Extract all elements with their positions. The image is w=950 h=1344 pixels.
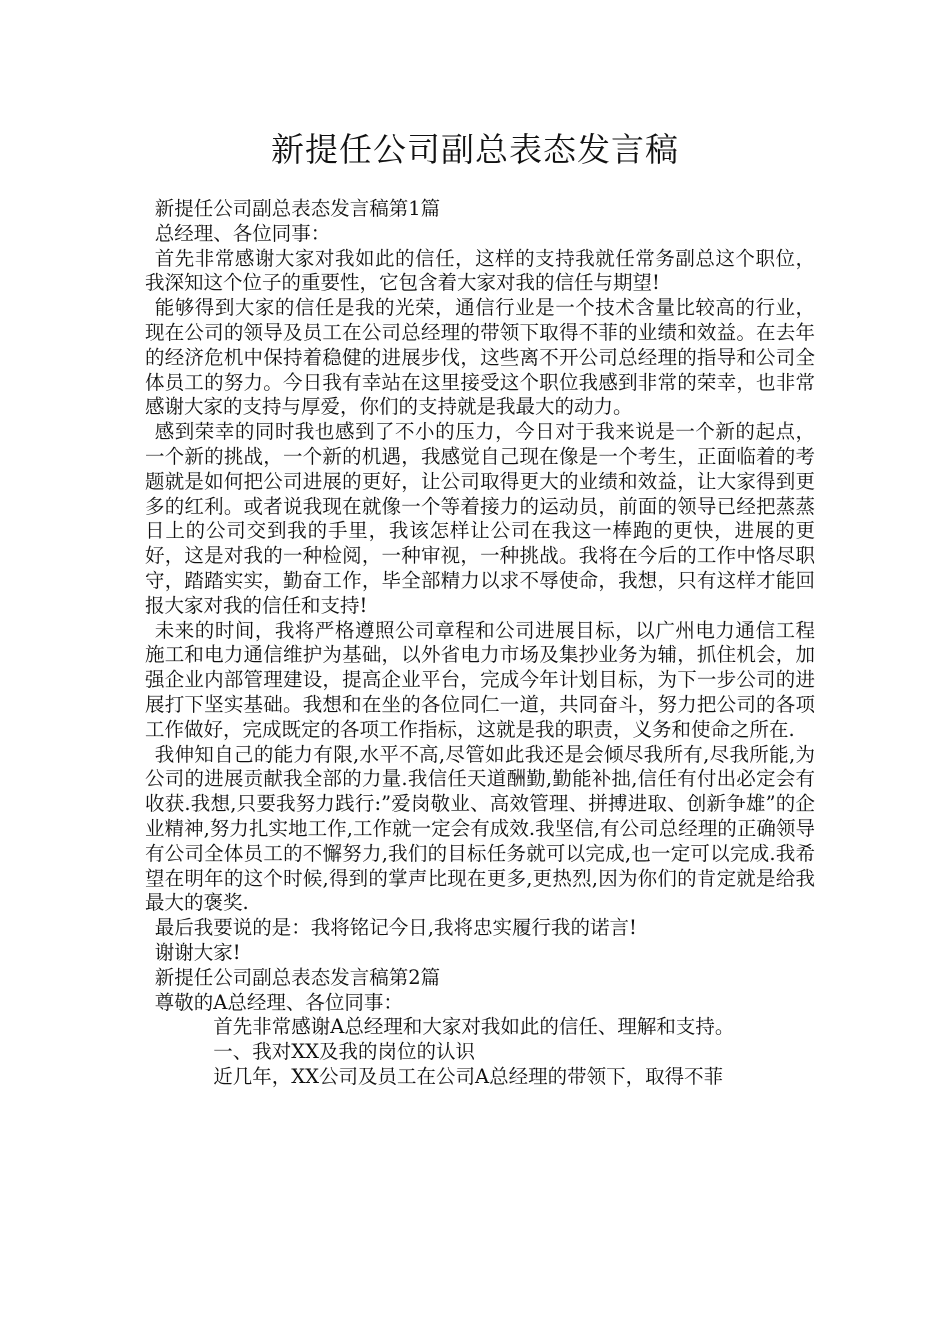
document-body [145,197,815,1090]
paragraph: 感到荣幸的同时我也感到了不小的压力，今日对于我来说是一个新的起点，一个新的挑战，一个新的机遇，我感觉自己现在像是一个考生，正面临着的考题就是如何把公司进展的更好，让公司取得更大的业绩和效益，让大家得到更多的红利。或者说我现在就像一个等着接力的运动员，前面的领导已经把蒸蒸日上的公司交到我的手里，我该怎样让公司在我这一棒跑的更快，进展的更好，这是对我的一种检阅，一种审视，一种挑战。我将在今后的工作中恪尽职守，踏踏实实，勤奋工作，毕全部精力以求不辱使命，我想，只有这样才能回报大家对我的信任和支持! [145,420,815,617]
salutation-2: 尊敬的A总经理、各位同事： [154,990,403,1014]
paragraph: 能够得到大家的信任是我的光荣，通信行业是一个技术含量比较高的行业，现在公司的领导及员工在公司总经理的带领下取得不菲的业绩和效益。在去年的经济危机中保持着稳健的进展步伐，这些离不开公司总经理的指导和公司全体员工的努力。今日我有幸站在这里接受这个职位我感到非常的荣幸，也非常感谢大家的支持与厚爱，你们的支持就是我最大的动力。 [145,296,815,419]
subsection-heading: 一、我对XX及我的岗位的认识 [213,1040,476,1064]
document-title: 新提任公司副总表态发言稿 [271,130,679,169]
paragraph: 我伸知自己的能力有限,水平不高,尽管如此我还是会倾尽我所有,尽我所能,为公司的进展贡献我全部的力量.我信任天道酬勤,勤能补拙,信任有付出必定会有收获.我想,只要我努力践行:”爱岗敬业、高效管理、拼搏进取、创新争雄”的企业精神,努力扎实地工作,工作就一定会有成效.我坚信,有公司总经理的正确领导有公司全体员工的不懈努力,我们的目标任务就可以完成,也一定可以完成.我希望在明年的这个时候,得到的掌声比现在更多,更热烈,因为你们的肯定就是给我最大的褒奖. [145,742,815,915]
paragraph: 近几年，XX公司及员工在公司A总经理的带领下，取得不菲 [213,1064,724,1088]
salutation-1: 总经理、各位同事： [154,221,331,245]
paragraph: 未来的时间，我将严格遵照公司章程和公司进展目标，以广州电力通信工程施工和电力通信维护为基础，以外省电力市场及集抄业务为辅，抓住机会，加强企业内部管理建设，提高企业平台，完成今年计划目标，为下一步公司的进展打下坚实基础。我想和在坐的各位同仁一道，共同奋斗，努力把公司的各项工作做好，完成既定的各项工作指标，这就是我的职责，义务和使命之所在. [145,618,815,741]
thanks-line: 谢谢大家! [154,940,241,964]
section-heading-1: 新提任公司副总表态发言稿第1篇 [154,197,441,220]
paragraph: 首先非常感谢大家对我如此的信任，这样的支持我就任常务副总这个职位，我深知这个位子的重要性，它包含着大家对我的信任与期望! [145,246,815,295]
paragraph: 首先非常感谢A总经理和大家对我如此的信任、理解和支持。 [213,1015,735,1039]
closing-statement: 最后我要说的是：我将铭记今日,我将忠实履行我的诺言! [154,916,637,940]
section-heading-2: 新提任公司副总表态发言稿第2篇 [154,965,441,989]
